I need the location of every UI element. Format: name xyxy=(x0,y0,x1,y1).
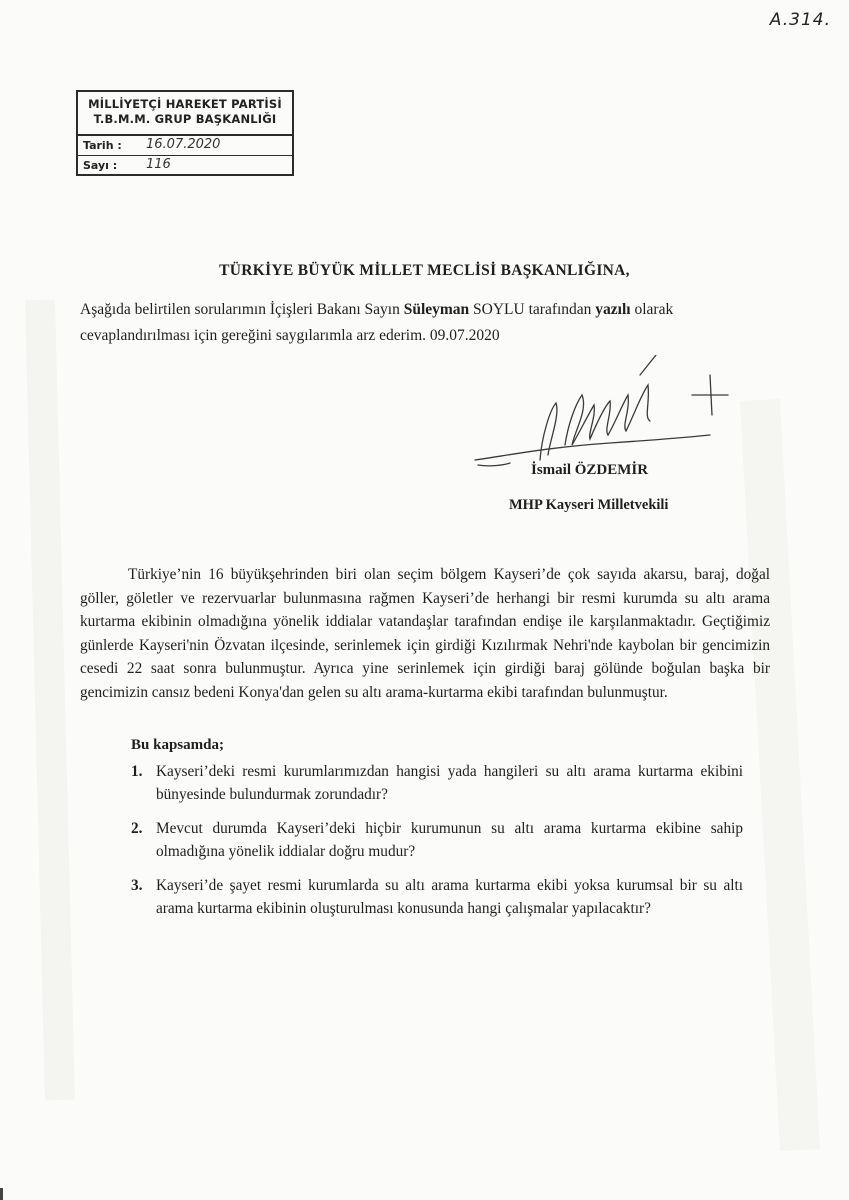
stamp-line-group: T.B.M.M. GRUP BAŞKANLIĞI xyxy=(93,112,277,126)
signer-title: MHP Kayseri Milletvekili xyxy=(509,497,669,513)
section-label: Bu kapsamda; xyxy=(131,737,224,753)
stamp-line-party: MİLLİYETÇİ HAREKET PARTİSİ xyxy=(88,97,282,111)
question-item xyxy=(131,818,743,863)
intro-part3: olarak cevaplandırılması için gereğini saygılarımla arz ederim. 09.07.2020 xyxy=(80,301,674,344)
question-list xyxy=(131,761,743,932)
stamp-date-row xyxy=(78,136,292,156)
minister-last-name: SOYLU xyxy=(469,301,525,318)
question-number: 2. xyxy=(131,820,143,837)
intro-part2: tarafından xyxy=(524,301,596,318)
stamp-number-row xyxy=(78,156,292,176)
stamp-number-value: 116 xyxy=(146,157,171,172)
stamp-header xyxy=(78,92,292,136)
body-paragraph: Türkiye’nin 16 büyükşehrinden biri olan seçim bölgem Kayseri’de çok sayıda akarsu, baraj, doğal göller, göletler ve rezervuarlar bulunmasına rağmen Kayseri’de herhangi bir resmi kurumda su altı arama kurtarma ekibinin olmadığına yönelik iddialar vatandaşlar tarafından endişe ile karşılanmaktadır. Geçtiğimiz günlerde Kayseri'nin Özvatan ilçesinde, serinlemek için girdiği Kızılırmak Nehri'nde kaybolan bir gencimizin cesedi 22 saat sonra bulunmuştur. Ayrıca yine serinlemek için girdiği baraj gölünde boğulan başka bir gencimizin cansız bedeni Konya'dan gelen su altı arama-kurtarma ekibi tarafından bulunmuştur. xyxy=(80,566,770,701)
question-item xyxy=(131,761,743,806)
signer-name: İsmail ÖZDEMİR xyxy=(531,462,649,478)
question-number: 3. xyxy=(131,877,143,894)
document-title: TÜRKİYE BÜYÜK MİLLET MECLİSİ BAŞKANLIĞINA, xyxy=(219,262,630,279)
written-word: yazılı xyxy=(595,301,631,318)
party-stamp xyxy=(76,90,294,176)
question-text: Kayseri’deki resmi kurumlarımızdan hangisi yada hangileri su altı arama kurtarma ekibini bünyesinde bulundurmak zorundadır? xyxy=(156,763,743,803)
intro-part1: Aşağıda belirtilen sorularımın İçişleri Bakanı Sayın xyxy=(80,301,404,318)
question-item xyxy=(131,875,743,920)
question-text: Kayseri’de şayet resmi kurumlarda su altı arama kurtarma ekibi yoksa kurumsal bir su altı arama kurtarma ekibinin oluşturulması konusunda hangi çalışmalar yapılacaktır? xyxy=(156,877,743,917)
stamp-date-label: Tarih : xyxy=(83,139,122,152)
question-text: Mevcut durumda Kayseri’deki hiçbir kurumunun su altı arama kurtarma ekibine sahip olmadığına yönelik iddialar doğru mudur? xyxy=(156,820,743,860)
minister-first-name: Süleyman xyxy=(403,301,470,318)
intro-paragraph xyxy=(80,297,770,349)
page-number: A.314. xyxy=(769,10,831,30)
question-number: 1. xyxy=(131,763,143,780)
handwritten-signature xyxy=(470,355,730,475)
stamp-date-value: 16.07.2020 xyxy=(146,137,221,152)
stamp-number-label: Sayı : xyxy=(83,159,118,172)
